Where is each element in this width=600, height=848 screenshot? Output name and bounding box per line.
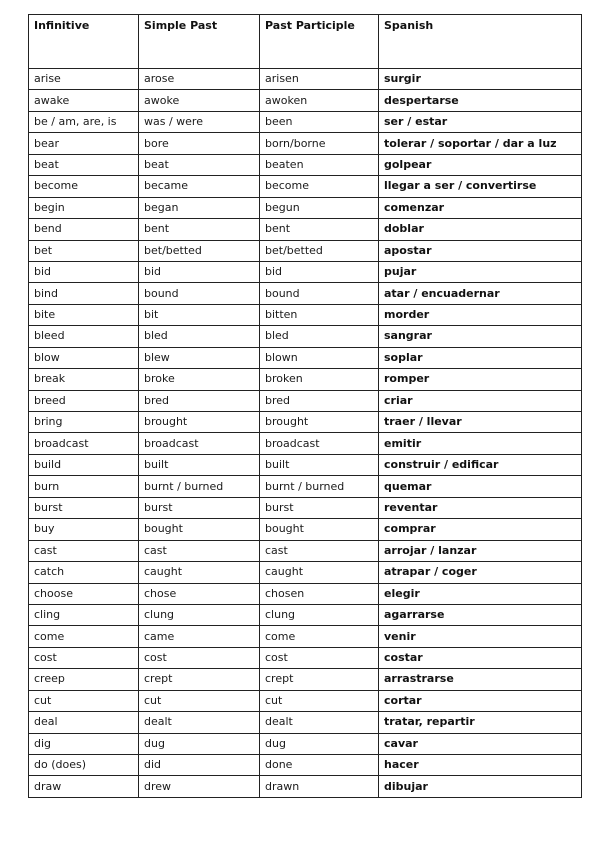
cell-simple-past: came xyxy=(139,626,260,647)
table-header-row xyxy=(29,15,582,69)
cell-spanish: arrojar / lanzar xyxy=(379,540,582,561)
cell-spanish: surgir xyxy=(379,69,582,90)
cell-infinitive: bet xyxy=(29,240,139,261)
cell-past-participle: clung xyxy=(260,604,379,625)
table-row xyxy=(29,69,582,90)
table-row xyxy=(29,626,582,647)
cell-spanish: despertarse xyxy=(379,90,582,111)
cell-spanish: construir / edificar xyxy=(379,454,582,475)
cell-simple-past: burst xyxy=(139,497,260,518)
cell-past-participle: begun xyxy=(260,197,379,218)
table-row xyxy=(29,733,582,754)
cell-past-participle: become xyxy=(260,176,379,197)
table-row xyxy=(29,390,582,411)
table-row xyxy=(29,562,582,583)
cell-spanish: llegar a ser / convertirse xyxy=(379,176,582,197)
cell-past-participle: built xyxy=(260,454,379,475)
cell-infinitive: cut xyxy=(29,690,139,711)
cell-infinitive: become xyxy=(29,176,139,197)
cell-spanish: morder xyxy=(379,304,582,325)
cell-infinitive: bind xyxy=(29,283,139,304)
cell-past-participle: cost xyxy=(260,647,379,668)
cell-spanish: soplar xyxy=(379,347,582,368)
header-infinitive: Infinitive xyxy=(29,15,139,69)
cell-infinitive: bring xyxy=(29,412,139,433)
table-row xyxy=(29,690,582,711)
cell-infinitive: begin xyxy=(29,197,139,218)
table-row xyxy=(29,283,582,304)
cell-simple-past: built xyxy=(139,454,260,475)
cell-infinitive: arise xyxy=(29,69,139,90)
cell-simple-past: became xyxy=(139,176,260,197)
table-row xyxy=(29,176,582,197)
cell-simple-past: chose xyxy=(139,583,260,604)
cell-past-participle: been xyxy=(260,111,379,132)
cell-past-participle: crept xyxy=(260,669,379,690)
cell-spanish: reventar xyxy=(379,497,582,518)
cell-spanish: ser / estar xyxy=(379,111,582,132)
cell-past-participle: brought xyxy=(260,412,379,433)
cell-infinitive: creep xyxy=(29,669,139,690)
cell-simple-past: awoke xyxy=(139,90,260,111)
cell-spanish: atrapar / coger xyxy=(379,562,582,583)
table-row xyxy=(29,326,582,347)
cell-simple-past: dug xyxy=(139,733,260,754)
cell-past-participle: dug xyxy=(260,733,379,754)
cell-infinitive: do (does) xyxy=(29,755,139,776)
cell-spanish: pujar xyxy=(379,261,582,282)
cell-past-participle: bound xyxy=(260,283,379,304)
cell-infinitive: draw xyxy=(29,776,139,797)
cell-spanish: comprar xyxy=(379,519,582,540)
cell-simple-past: crept xyxy=(139,669,260,690)
cell-simple-past: bred xyxy=(139,390,260,411)
header-spanish: Spanish xyxy=(379,15,582,69)
table-row xyxy=(29,412,582,433)
table-row xyxy=(29,261,582,282)
cell-infinitive: bend xyxy=(29,219,139,240)
cell-past-participle: dealt xyxy=(260,712,379,733)
cell-simple-past: brought xyxy=(139,412,260,433)
cell-past-participle: blown xyxy=(260,347,379,368)
cell-simple-past: bid xyxy=(139,261,260,282)
cell-spanish: agarrarse xyxy=(379,604,582,625)
cell-past-participle: chosen xyxy=(260,583,379,604)
cell-simple-past: arose xyxy=(139,69,260,90)
cell-simple-past: blew xyxy=(139,347,260,368)
cell-simple-past: did xyxy=(139,755,260,776)
table-row xyxy=(29,454,582,475)
cell-past-participle: bet/betted xyxy=(260,240,379,261)
cell-simple-past: broke xyxy=(139,369,260,390)
table-row xyxy=(29,476,582,497)
cell-past-participle: beaten xyxy=(260,154,379,175)
cell-infinitive: burn xyxy=(29,476,139,497)
cell-spanish: emitir xyxy=(379,433,582,454)
table-row xyxy=(29,304,582,325)
cell-simple-past: began xyxy=(139,197,260,218)
cell-simple-past: bought xyxy=(139,519,260,540)
cell-infinitive: bleed xyxy=(29,326,139,347)
cell-simple-past: cut xyxy=(139,690,260,711)
cell-past-participle: bitten xyxy=(260,304,379,325)
cell-past-participle: drawn xyxy=(260,776,379,797)
cell-spanish: costar xyxy=(379,647,582,668)
cell-spanish: dibujar xyxy=(379,776,582,797)
cell-past-participle: done xyxy=(260,755,379,776)
cell-infinitive: be / am, are, is xyxy=(29,111,139,132)
cell-infinitive: build xyxy=(29,454,139,475)
cell-infinitive: beat xyxy=(29,154,139,175)
cell-spanish: traer / llevar xyxy=(379,412,582,433)
cell-spanish: elegir xyxy=(379,583,582,604)
cell-past-participle: come xyxy=(260,626,379,647)
table-row xyxy=(29,133,582,154)
cell-spanish: arrastrarse xyxy=(379,669,582,690)
table-row xyxy=(29,219,582,240)
cell-past-participle: awoken xyxy=(260,90,379,111)
cell-simple-past: dealt xyxy=(139,712,260,733)
table-row xyxy=(29,519,582,540)
cell-infinitive: dig xyxy=(29,733,139,754)
cell-infinitive: bid xyxy=(29,261,139,282)
cell-past-participle: cut xyxy=(260,690,379,711)
cell-infinitive: choose xyxy=(29,583,139,604)
cell-infinitive: break xyxy=(29,369,139,390)
table-row xyxy=(29,197,582,218)
table-row xyxy=(29,369,582,390)
cell-simple-past: drew xyxy=(139,776,260,797)
header-simple-past: Simple Past xyxy=(139,15,260,69)
cell-past-participle: arisen xyxy=(260,69,379,90)
cell-past-participle: caught xyxy=(260,562,379,583)
cell-past-participle: burst xyxy=(260,497,379,518)
cell-infinitive: burst xyxy=(29,497,139,518)
cell-infinitive: cling xyxy=(29,604,139,625)
cell-infinitive: cost xyxy=(29,647,139,668)
cell-past-participle: bled xyxy=(260,326,379,347)
table-row xyxy=(29,647,582,668)
cell-simple-past: bent xyxy=(139,219,260,240)
cell-spanish: venir xyxy=(379,626,582,647)
cell-spanish: cortar xyxy=(379,690,582,711)
table-row xyxy=(29,111,582,132)
irregular-verbs-table xyxy=(28,14,582,798)
cell-simple-past: was / were xyxy=(139,111,260,132)
table-row xyxy=(29,540,582,561)
cell-simple-past: clung xyxy=(139,604,260,625)
cell-simple-past: cast xyxy=(139,540,260,561)
cell-spanish: comenzar xyxy=(379,197,582,218)
cell-past-participle: born/borne xyxy=(260,133,379,154)
cell-infinitive: blow xyxy=(29,347,139,368)
table-body xyxy=(29,69,582,798)
cell-spanish: quemar xyxy=(379,476,582,497)
cell-spanish: golpear xyxy=(379,154,582,175)
cell-past-participle: bought xyxy=(260,519,379,540)
cell-simple-past: caught xyxy=(139,562,260,583)
table-row xyxy=(29,583,582,604)
cell-spanish: tratar, repartir xyxy=(379,712,582,733)
cell-simple-past: broadcast xyxy=(139,433,260,454)
table-row xyxy=(29,240,582,261)
cell-infinitive: catch xyxy=(29,562,139,583)
cell-spanish: tolerar / soportar / dar a luz xyxy=(379,133,582,154)
table-row xyxy=(29,347,582,368)
cell-simple-past: bled xyxy=(139,326,260,347)
table-row xyxy=(29,154,582,175)
cell-infinitive: come xyxy=(29,626,139,647)
cell-spanish: sangrar xyxy=(379,326,582,347)
cell-spanish: doblar xyxy=(379,219,582,240)
header-past-participle: Past Participle xyxy=(260,15,379,69)
table-row xyxy=(29,776,582,797)
cell-past-participle: bred xyxy=(260,390,379,411)
cell-spanish: hacer xyxy=(379,755,582,776)
cell-simple-past: bound xyxy=(139,283,260,304)
cell-infinitive: cast xyxy=(29,540,139,561)
table-row xyxy=(29,755,582,776)
cell-infinitive: breed xyxy=(29,390,139,411)
cell-spanish: atar / encuadernar xyxy=(379,283,582,304)
cell-infinitive: bite xyxy=(29,304,139,325)
cell-infinitive: awake xyxy=(29,90,139,111)
cell-infinitive: buy xyxy=(29,519,139,540)
cell-past-participle: burnt / burned xyxy=(260,476,379,497)
cell-spanish: criar xyxy=(379,390,582,411)
cell-simple-past: bit xyxy=(139,304,260,325)
cell-past-participle: cast xyxy=(260,540,379,561)
cell-simple-past: beat xyxy=(139,154,260,175)
table-row xyxy=(29,433,582,454)
table-row xyxy=(29,669,582,690)
cell-infinitive: bear xyxy=(29,133,139,154)
table-row xyxy=(29,604,582,625)
cell-simple-past: bore xyxy=(139,133,260,154)
cell-simple-past: bet/betted xyxy=(139,240,260,261)
cell-past-participle: broken xyxy=(260,369,379,390)
table-row xyxy=(29,497,582,518)
cell-simple-past: cost xyxy=(139,647,260,668)
cell-infinitive: deal xyxy=(29,712,139,733)
table-row xyxy=(29,90,582,111)
cell-spanish: cavar xyxy=(379,733,582,754)
cell-simple-past: burnt / burned xyxy=(139,476,260,497)
cell-infinitive: broadcast xyxy=(29,433,139,454)
cell-past-participle: bent xyxy=(260,219,379,240)
cell-spanish: apostar xyxy=(379,240,582,261)
cell-past-participle: broadcast xyxy=(260,433,379,454)
cell-past-participle: bid xyxy=(260,261,379,282)
cell-spanish: romper xyxy=(379,369,582,390)
table-row xyxy=(29,712,582,733)
